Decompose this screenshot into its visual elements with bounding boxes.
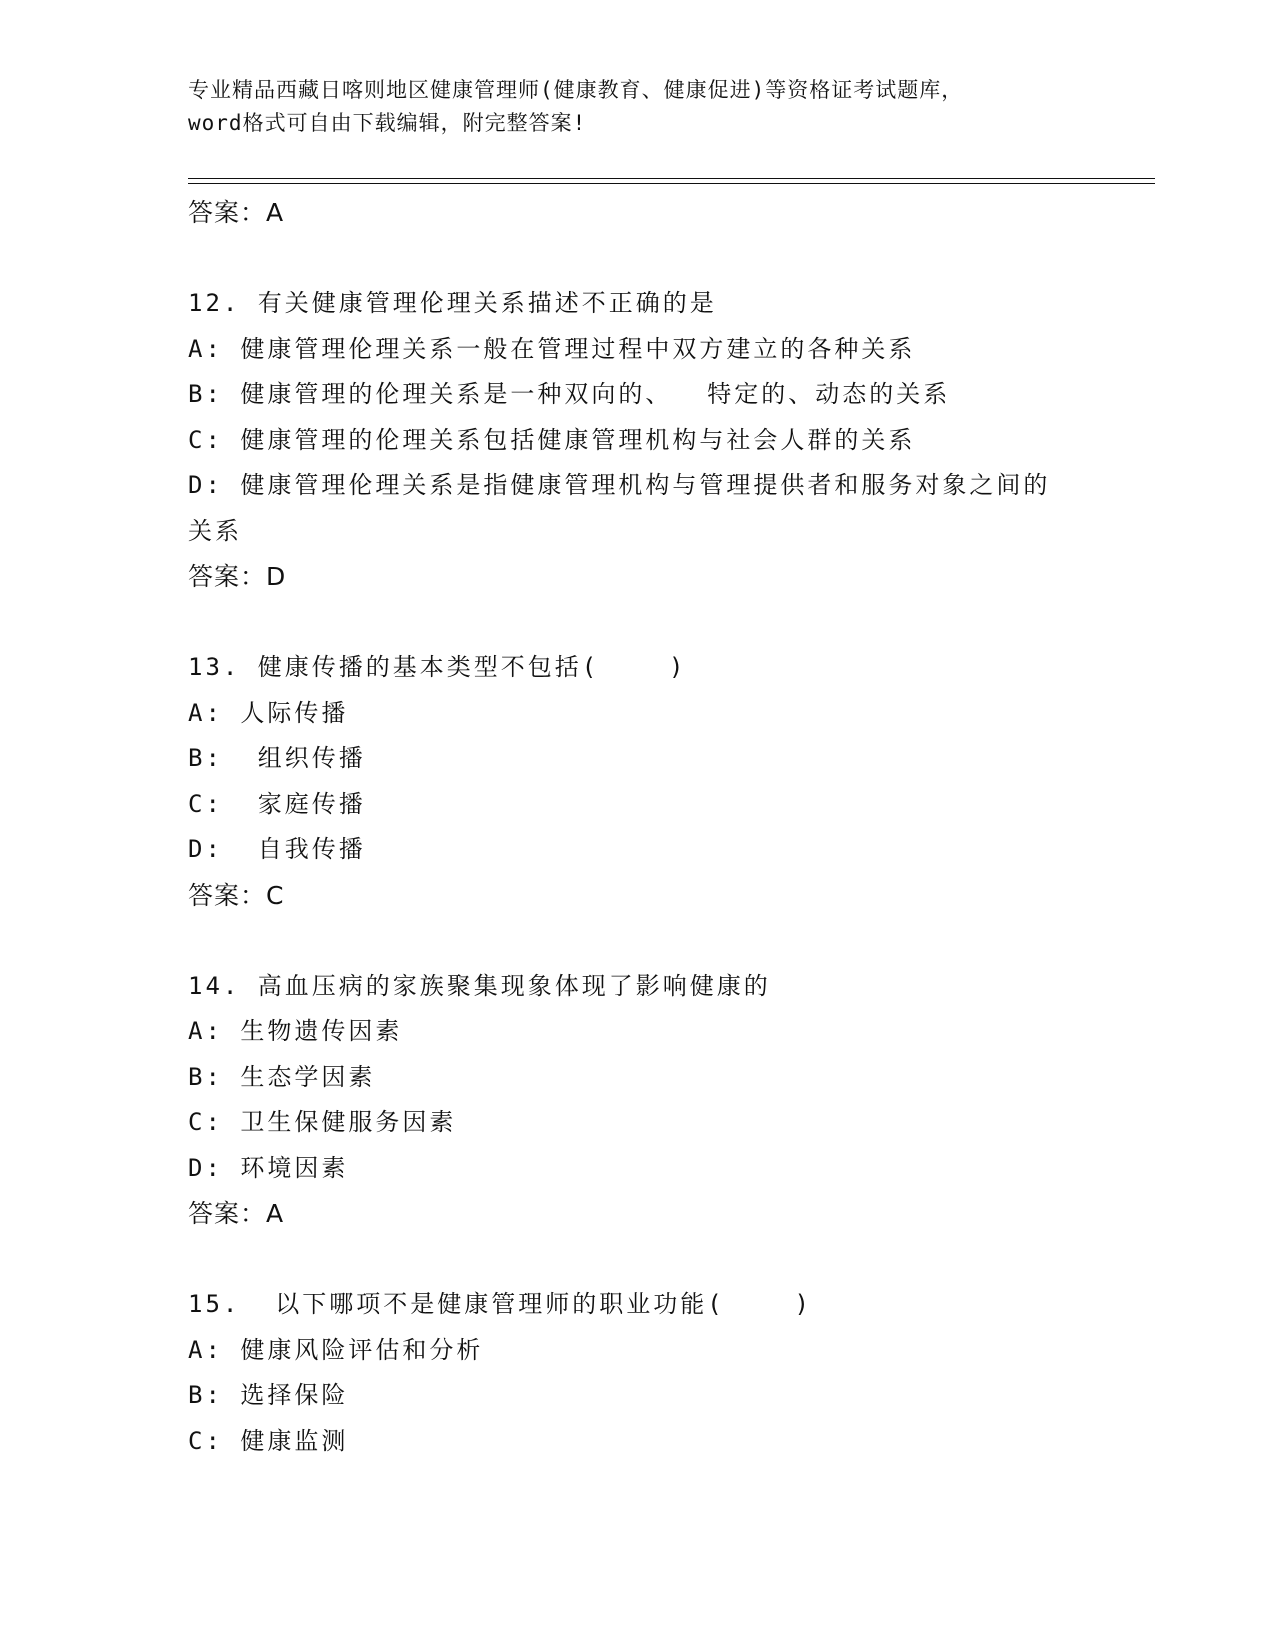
option-b: B: 生态学因素 [188,1062,376,1091]
answer: 答案：C [188,880,285,910]
option-b: B: 组织传播 [188,744,366,772]
question-block-12 [188,281,1088,600]
answer: 答案：D [188,562,287,591]
option-a: A: 健康管理伦理关系一般在管理过程中双方建立的各种关系 [188,334,916,363]
option-b: B: 选择保险 [188,1381,349,1409]
option-c: C: 家庭传播 [188,789,366,818]
option-d: D: 自我传播 [188,835,366,863]
answer: 答案：A [188,1199,285,1228]
header-line-2: word格式可自由下载编辑，附完整答案! [188,111,587,135]
header-divider-bottom [188,183,1155,184]
option-c: C: 健康监测 [188,1426,349,1455]
header-line-1: 专业精品西藏日喀则地区健康管理师(健康教育、健康促进)等资格证考试题库， [188,78,964,102]
question-stem: 12. 有关健康管理伦理关系描述不正确的是 [188,289,717,317]
spacer [188,918,1088,964]
question-stem: 15. 以下哪项不是健康管理师的职业功能( ) [188,1290,812,1318]
spacer [188,600,1088,646]
question-block-13 [188,645,1088,918]
question-block-15 [188,1282,1088,1464]
previous-answer: 答案：A [188,198,285,227]
spacer [188,236,1088,282]
header-divider-top [188,178,1155,179]
option-c: C: 健康管理的伦理关系包括健康管理机构与社会人群的关系 [188,425,916,454]
spacer [188,1237,1088,1283]
option-d: D: 健康管理伦理关系是指健康管理机构与管理提供者和服务对象之间的关系 [188,471,1051,545]
option-a: A: 生物遗传因素 [188,1017,403,1045]
question-stem: 14. 高血压病的家族聚集现象体现了影响健康的 [188,971,771,1000]
document-header [188,74,1088,140]
document-body [188,190,1088,1464]
option-b: B: 健康管理的伦理关系是一种双向的、 特定的、动态的关系 [188,380,951,408]
question-stem: 13. 健康传播的基本类型不包括( ) [188,653,687,681]
option-d: D: 环境因素 [188,1153,349,1182]
question-block-14 [188,964,1088,1237]
option-a: A: 人际传播 [188,698,349,727]
option-c: C: 卫生保健服务因素 [188,1108,457,1136]
option-a: A: 健康风险评估和分析 [188,1335,484,1364]
